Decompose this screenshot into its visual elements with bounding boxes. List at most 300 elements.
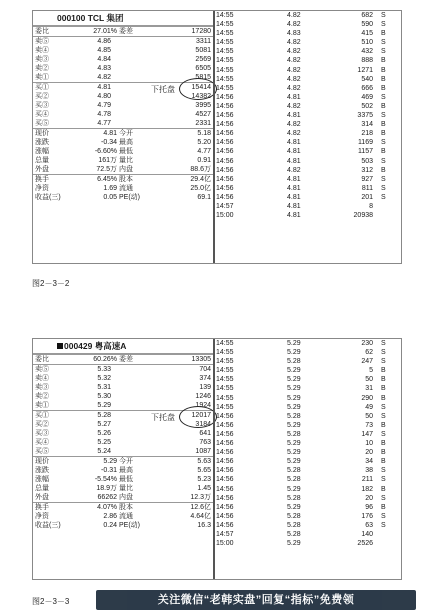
tick-time: 14:57: [216, 530, 234, 538]
buy-level-label: 买③: [35, 430, 49, 437]
tick-time: 14:55: [216, 367, 234, 375]
buy-volume: 2331: [195, 120, 211, 127]
tick-volume: 176: [361, 512, 373, 520]
tick-time: 14:55: [216, 349, 234, 357]
stat-value: 4.77: [197, 148, 211, 155]
tick-direction: S: [381, 521, 386, 529]
tick-price: 4.82: [287, 121, 301, 129]
tick-row: [215, 485, 401, 494]
weibi-label: 委比: [35, 356, 49, 363]
stat-label: 现价: [35, 458, 49, 465]
weibi-row: [33, 354, 213, 364]
stat-value: 4.81: [103, 130, 117, 137]
stat-value: 29.4亿: [190, 176, 211, 183]
tick-price: 5.29: [287, 376, 301, 384]
tick-list-pane: [215, 11, 401, 263]
tick-volume: 62: [365, 349, 373, 357]
weicha-value: 17280: [191, 28, 211, 35]
stat-label: 最低: [119, 476, 133, 483]
tick-time: 14:55: [216, 358, 234, 366]
tick-direction: S: [381, 21, 386, 29]
tick-direction: B: [381, 102, 386, 110]
tick-row: [215, 503, 401, 512]
tick-direction: B: [381, 367, 386, 375]
stat-label: 最低: [119, 148, 133, 155]
tick-direction: B: [381, 30, 386, 38]
buy-volume: 12017: [191, 412, 211, 419]
tick-time: 15:00: [216, 540, 234, 548]
tick-price: 5.28: [287, 476, 301, 484]
sell-level-label: 卖⑤: [35, 38, 49, 45]
tick-row: [215, 47, 401, 56]
stock-marker-icon: [57, 343, 63, 349]
tick-price: 5.28: [287, 521, 301, 529]
tick-row: [215, 184, 401, 193]
buy-level-label: 买③: [35, 102, 49, 109]
tick-price: 4.81: [287, 175, 301, 183]
stock-title: [33, 11, 213, 26]
stat-value: 0.24: [103, 522, 117, 529]
tick-row: [215, 102, 401, 111]
stat-value: 5.23: [197, 476, 211, 483]
tick-direction: B: [381, 458, 386, 466]
tick-volume: 31: [365, 385, 373, 393]
stat-label: 现价: [35, 130, 49, 137]
stat-value: 0.05: [103, 194, 117, 201]
buy-row: [33, 447, 213, 456]
tick-row: [215, 129, 401, 138]
highlight-ellipse: [179, 78, 217, 100]
buy-level-label: 买④: [35, 439, 49, 446]
tick-row: [215, 93, 401, 102]
tick-direction: S: [381, 48, 386, 56]
tick-time: 14:56: [216, 139, 234, 147]
tick-row: [215, 11, 401, 20]
tick-time: 14:56: [216, 494, 234, 502]
tick-time: 14:57: [216, 202, 234, 210]
stat-value: 88.6万: [190, 166, 211, 173]
tick-time: 14:56: [216, 121, 234, 129]
tick-volume: 247: [361, 358, 373, 366]
tick-direction: S: [381, 476, 386, 484]
stat-value: 12.3万: [190, 494, 211, 501]
tick-direction: S: [381, 349, 386, 357]
stat-value: 1.69: [103, 185, 117, 192]
stat-label: 内盘: [119, 166, 133, 173]
buy-price: 4.79: [97, 102, 111, 109]
tick-direction: B: [381, 503, 386, 511]
tick-time: 14:55: [216, 21, 234, 29]
tick-price: 5.29: [287, 449, 301, 457]
stat-label: 收益(三): [35, 194, 61, 201]
tick-time: 14:56: [216, 175, 234, 183]
stat-row: [33, 174, 213, 184]
sell-price: 5.32: [97, 375, 111, 382]
buy-price: 4.80: [97, 93, 111, 100]
stat-value: 5.63: [197, 458, 211, 465]
sell-row: [33, 46, 213, 55]
tick-direction: B: [381, 485, 386, 493]
tick-row: [215, 512, 401, 521]
tick-price: 4.82: [287, 166, 301, 174]
buy-volume: 641: [199, 430, 211, 437]
tick-direction: B: [381, 57, 386, 65]
stat-label: 流通: [119, 513, 133, 520]
weicha-label: 委差: [119, 28, 133, 35]
tick-row: [215, 38, 401, 47]
stat-value: 16.3: [197, 522, 211, 529]
tick-time: 14:55: [216, 385, 234, 393]
stat-label: 涨跌: [35, 467, 49, 474]
callout-label: 下托盘: [151, 85, 175, 94]
order-book-pane: [33, 11, 213, 263]
tick-direction: B: [381, 75, 386, 83]
sell-volume: 5081: [195, 47, 211, 54]
stat-value: -6.60%: [94, 148, 117, 155]
tick-volume: 38: [365, 467, 373, 475]
tick-row: [215, 193, 401, 202]
tick-row: [215, 175, 401, 184]
buy-level-label: 买②: [35, 93, 49, 100]
stat-label: PE(动): [119, 522, 140, 529]
buy-row: [33, 429, 213, 438]
buy-volume: 14382: [191, 93, 211, 100]
stat-row: [33, 493, 213, 502]
stat-row: [33, 466, 213, 475]
stat-value: 66262: [97, 494, 117, 501]
sell-volume: 139: [199, 384, 211, 391]
tick-row: [215, 147, 401, 156]
stat-label: 涨幅: [35, 476, 49, 483]
tick-row: [215, 457, 401, 466]
stat-row: [33, 502, 213, 512]
tick-volume: 8: [369, 202, 373, 210]
tick-row: [215, 403, 401, 412]
tick-row: [215, 339, 401, 348]
tick-list-pane: [215, 339, 401, 579]
tick-volume: 503: [361, 157, 373, 165]
tick-time: 14:56: [216, 476, 234, 484]
tick-time: 14:55: [216, 340, 234, 347]
sell-level-label: 卖④: [35, 375, 49, 382]
stat-row: [33, 184, 213, 193]
tick-volume: 50: [365, 376, 373, 384]
buy-volume: 15414: [191, 84, 211, 91]
weicha-label: 委差: [119, 356, 133, 363]
tick-volume: 50: [365, 412, 373, 420]
tick-time: 14:55: [216, 376, 234, 384]
tick-time: 14:55: [216, 57, 234, 65]
stat-row: [33, 512, 213, 521]
sell-level-label: 卖④: [35, 47, 49, 54]
stat-value: -0.31: [101, 467, 117, 474]
tick-volume: 590: [361, 21, 373, 29]
buy-volume: 763: [199, 439, 211, 446]
tick-row: [215, 439, 401, 448]
sell-row: [33, 383, 213, 392]
stat-label: 涨幅: [35, 148, 49, 155]
tick-row: [215, 111, 401, 120]
tick-volume: 469: [361, 93, 373, 101]
figure-caption-2: 图2－3－3: [32, 597, 70, 606]
stat-value: 69.1: [197, 194, 211, 201]
tick-time: 14:55: [216, 403, 234, 411]
buy-price: 5.24: [97, 448, 111, 455]
tick-time: 14:56: [216, 458, 234, 466]
sell-price: 5.30: [97, 393, 111, 400]
tick-volume: 540: [361, 75, 373, 83]
stat-value: 2.86: [103, 513, 117, 520]
tick-row: [215, 75, 401, 84]
tick-direction: S: [381, 39, 386, 47]
tick-time: 14:56: [216, 102, 234, 110]
tick-volume: 510: [361, 39, 373, 47]
tick-price: 4.81: [287, 148, 301, 156]
stat-value: -0.34: [101, 139, 117, 146]
buy-level-label: 买⑤: [35, 120, 49, 127]
sell-volume: 6505: [195, 65, 211, 72]
stat-label: 外盘: [35, 166, 49, 173]
tick-direction: S: [381, 340, 386, 347]
stat-value: 5.65: [197, 467, 211, 474]
tick-direction: S: [381, 139, 386, 147]
tick-volume: 73: [365, 421, 373, 429]
tick-time: 14:55: [216, 66, 234, 74]
tick-row: [215, 366, 401, 375]
tick-row: [215, 430, 401, 439]
stat-label: 最高: [119, 467, 133, 474]
tick-direction: S: [381, 12, 386, 19]
tick-row: [215, 421, 401, 430]
stat-row: [33, 165, 213, 174]
tick-price: 5.28: [287, 530, 301, 538]
tick-direction: S: [381, 193, 386, 201]
tick-volume: 147: [361, 430, 373, 438]
tick-direction: S: [381, 494, 386, 502]
tick-volume: 20: [365, 494, 373, 502]
sell-row: [33, 364, 213, 374]
sell-level-label: 卖②: [35, 65, 49, 72]
tick-time: 14:56: [216, 130, 234, 138]
stat-value: 12.6亿: [190, 504, 211, 511]
tick-row: [215, 521, 401, 530]
tick-row: [215, 66, 401, 75]
tick-time: 15:00: [216, 212, 234, 220]
sell-level-label: 卖①: [35, 74, 49, 81]
tick-row: [215, 157, 401, 166]
quote-panel-yuegaosu: [32, 338, 402, 580]
tick-row: [215, 539, 401, 548]
watermark-banner: 关注微信“老韩实盘”回复“指标”免费领: [96, 590, 416, 610]
tick-volume: 140: [361, 530, 373, 538]
tick-row: [215, 494, 401, 503]
tick-direction: B: [381, 130, 386, 138]
tick-price: 5.29: [287, 394, 301, 402]
stat-label: 今开: [119, 130, 133, 137]
buy-row: [33, 101, 213, 110]
sell-level-label: 卖②: [35, 393, 49, 400]
tick-price: 4.81: [287, 184, 301, 192]
stat-label: 换手: [35, 504, 49, 511]
figure-caption-1: 图2－3－2: [32, 279, 70, 288]
tick-price: 5.29: [287, 403, 301, 411]
tick-price: 4.82: [287, 66, 301, 74]
weibi-label: 委比: [35, 28, 49, 35]
tick-time: 14:56: [216, 184, 234, 192]
stat-row: [33, 456, 213, 466]
buy-volume: 1087: [195, 448, 211, 455]
tick-price: 4.81: [287, 93, 301, 101]
buy-row: [33, 438, 213, 447]
tick-direction: S: [381, 358, 386, 366]
tick-price: 4.82: [287, 130, 301, 138]
tick-time: 14:56: [216, 93, 234, 101]
stat-label: 涨跌: [35, 139, 49, 146]
tick-row: [215, 20, 401, 29]
stat-label: 总量: [35, 485, 49, 492]
sell-level-label: 卖③: [35, 56, 49, 63]
tick-price: 5.29: [287, 349, 301, 357]
sell-volume: 5815: [195, 74, 211, 81]
tick-time: 14:55: [216, 39, 234, 47]
weibi-value: 60.26%: [93, 356, 117, 363]
tick-price: 5.29: [287, 421, 301, 429]
tick-price: 4.81: [287, 193, 301, 201]
tick-price: 4.82: [287, 102, 301, 110]
tick-volume: 502: [361, 102, 373, 110]
tick-volume: 1271: [357, 66, 373, 74]
tick-price: 4.82: [287, 12, 301, 19]
tick-row: [215, 357, 401, 366]
tick-direction: B: [381, 421, 386, 429]
tick-row: [215, 29, 401, 38]
sell-row: [33, 55, 213, 64]
buy-level-label: 买②: [35, 421, 49, 428]
buy-price: 4.77: [97, 120, 111, 127]
tick-time: 14:56: [216, 512, 234, 520]
tick-price: 4.82: [287, 39, 301, 47]
tick-volume: 312: [361, 166, 373, 174]
tick-volume: 1169: [357, 139, 373, 147]
sell-price: 4.82: [97, 74, 111, 81]
tick-price: 5.28: [287, 430, 301, 438]
tick-volume: 10: [365, 440, 373, 448]
tick-price: 4.81: [287, 157, 301, 165]
tick-direction: B: [381, 121, 386, 129]
tick-direction: S: [381, 512, 386, 520]
tick-time: 14:56: [216, 148, 234, 156]
stat-row: [33, 147, 213, 156]
tick-price: 4.82: [287, 48, 301, 56]
tick-time: 14:56: [216, 412, 234, 420]
tick-price: 5.29: [287, 458, 301, 466]
tick-time: 14:56: [216, 449, 234, 457]
tick-row: [215, 348, 401, 357]
tick-volume: 314: [361, 121, 373, 129]
tick-volume: 1157: [357, 148, 373, 156]
tick-price: 4.82: [287, 84, 301, 92]
stat-value: 25.0亿: [190, 185, 211, 192]
tick-row: [215, 202, 401, 211]
tick-price: 5.29: [287, 485, 301, 493]
tick-volume: 3375: [357, 112, 373, 120]
sell-level-label: 卖⑤: [35, 366, 49, 373]
tick-price: 4.82: [287, 75, 301, 83]
sell-price: 5.33: [97, 366, 111, 373]
sell-volume: 1246: [195, 393, 211, 400]
tick-price: 5.29: [287, 540, 301, 548]
stat-value: 161万: [98, 157, 117, 164]
tick-price: 5.29: [287, 503, 301, 511]
stat-value: 5.20: [197, 139, 211, 146]
tick-direction: S: [381, 184, 386, 192]
tick-volume: 49: [365, 403, 373, 411]
stat-label: PE(动): [119, 194, 140, 201]
sell-price: 4.84: [97, 56, 111, 63]
tick-time: 14:56: [216, 440, 234, 448]
tick-volume: 230: [361, 340, 373, 347]
tick-volume: 5: [369, 367, 373, 375]
stat-label: 股本: [119, 504, 133, 511]
highlight-ellipse: [179, 406, 217, 428]
tick-direction: S: [381, 175, 386, 183]
buy-price: 5.26: [97, 430, 111, 437]
stat-value: 4.07%: [97, 504, 117, 511]
stat-label: 今开: [119, 458, 133, 465]
stat-label: 净资: [35, 185, 49, 192]
tick-row: [215, 412, 401, 421]
stat-label: 股本: [119, 176, 133, 183]
tick-time: 14:56: [216, 503, 234, 511]
tick-time: 14:55: [216, 48, 234, 56]
tick-direction: B: [381, 440, 386, 448]
tick-row: [215, 56, 401, 65]
tick-direction: B: [381, 385, 386, 393]
stat-label: 流通: [119, 185, 133, 192]
stat-value: 5.29: [103, 458, 117, 465]
tick-volume: 218: [361, 130, 373, 138]
tick-price: 5.28: [287, 358, 301, 366]
tick-volume: 666: [361, 84, 373, 92]
stat-label: 换手: [35, 176, 49, 183]
tick-volume: 811: [361, 184, 373, 192]
tick-row: [215, 530, 401, 539]
stat-row: [33, 128, 213, 138]
tick-price: 4.81: [287, 202, 301, 210]
sell-row: [33, 392, 213, 401]
stat-label: 外盘: [35, 494, 49, 501]
tick-time: 14:56: [216, 421, 234, 429]
tick-volume: 415: [361, 30, 373, 38]
stat-label: 收益(三): [35, 522, 61, 529]
sell-price: 5.29: [97, 402, 111, 409]
tick-time: 14:55: [216, 75, 234, 83]
tick-direction: S: [381, 430, 386, 438]
tick-time: 14:56: [216, 430, 234, 438]
weibi-value: 27.01%: [93, 28, 117, 35]
tick-volume: 927: [361, 175, 373, 183]
tick-row: [215, 166, 401, 175]
weibi-row: [33, 26, 213, 36]
stat-label: 量比: [119, 157, 133, 164]
buy-row: [33, 110, 213, 119]
sell-row: [33, 374, 213, 383]
tick-row: [215, 394, 401, 403]
stat-row: [33, 193, 213, 202]
stat-label: 净资: [35, 513, 49, 520]
order-book-pane: [33, 339, 213, 579]
stat-value: 18.9万: [96, 485, 117, 492]
